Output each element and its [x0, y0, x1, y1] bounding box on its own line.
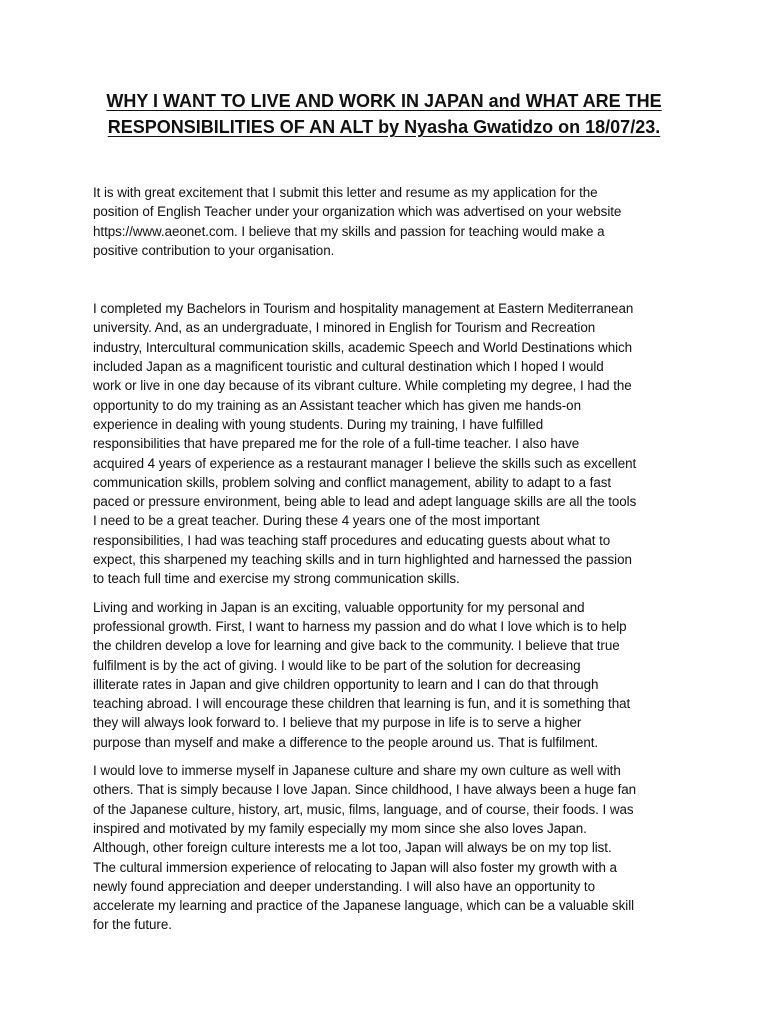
- text-line: It is with great excitement that I submit this letter and resume as my application for the: [93, 185, 598, 200]
- text-line: communication skills, problem solving and conflict management, ability to adapt to a fast: [93, 474, 612, 490]
- text-line: Although, other foreign culture interests me a lot too, Japan will always be on my top list.: [93, 840, 612, 856]
- text-line: work or live in one day because of its vibrant culture. While completing my degree, I had the: [93, 378, 632, 394]
- text-line: Living and working in Japan is an exciting, valuable opportunity for my personal and: [93, 599, 585, 615]
- paragraph-intro: [93, 183, 683, 260]
- text-line: professional growth. First, I want to harness my passion and do what I love which is to help: [93, 618, 627, 634]
- text-line: I would love to immerse myself in Japanese culture and share my own culture as well with: [93, 763, 621, 779]
- text-line: fulfilment is by the act of giving. I would like to be part of the solution for decreasing: [93, 657, 581, 673]
- title-line: WHY I WANT TO LIVE AND WORK IN JAPAN and WHAT ARE THE: [106, 91, 662, 111]
- text-line: acquired 4 years of experience as a restaurant manager I believe the skills such as excellent: [93, 455, 637, 471]
- text-line: position of English Teacher under your organization which was advertised on your website: [93, 204, 622, 220]
- text-line: inspired and motivated by my family especially my mom since she also loves Japan.: [93, 820, 587, 836]
- text-line: university. And, as an undergraduate, I minored in English for Tourism and Recreation: [93, 320, 596, 336]
- text-line: industry, Intercultural communication skills, academic Speech and World Destinations which: [93, 339, 633, 355]
- text-line: they will always look forward to. I believe that my purpose in life is to serve a higher: [93, 715, 582, 731]
- text-line: the children develop a love for learning and give back to the community. I believe that true: [93, 638, 620, 654]
- text-line: expect, this sharpened my teaching skills and in turn highlighted and harnessed the passion: [93, 552, 632, 568]
- paragraph-culture: [93, 761, 683, 935]
- text-line: I completed my Bachelors in Tourism and hospitality management at Eastern Mediterranean: [93, 301, 634, 317]
- text-line: responsibilities that have prepared me for the role of a full-time teacher. I also have: [93, 436, 580, 452]
- text-line: of the Japanese culture, history, art, music, films, language, and of course, their foods. I was: [93, 801, 634, 817]
- text-line: responsibilities, I had was teaching staff procedures and educating guests about what to: [93, 532, 611, 548]
- text-line: positive contribution to your organisation.: [93, 242, 335, 258]
- document-body: [93, 183, 683, 935]
- text-line: opportunity to do my training as an Assistant teacher which has given me hands-on: [93, 397, 581, 413]
- text-line: illiterate rates in Japan and give children opportunity to learn and I can do that through: [93, 676, 599, 692]
- text-line: accelerate my learning and practice of the Japanese language, which can be a valuable skill: [93, 898, 635, 914]
- text-line: https://www.aeonet.com. I believe that my skills and passion for teaching would make a: [93, 223, 605, 239]
- text-line: others. That is simply because I love Japan. Since childhood, I have always been a huge fan: [93, 782, 637, 798]
- title-line: RESPONSIBILITIES OF AN ALT by Nyasha Gwatidzo on 18/07/23.: [107, 117, 661, 137]
- text-line: experience in dealing with young students. During my training, I have fulfilled: [93, 416, 544, 432]
- text-line: The cultural immersion experience of relocating to Japan will also foster my growth with a: [93, 859, 617, 875]
- text-line: newly found appreciation and deeper understanding. I will also have an opportunity to: [93, 878, 595, 894]
- text-line: teaching abroad. I will encourage these children that learning is fun, and it is something that: [93, 696, 631, 712]
- text-line: paced or pressure environment, being able to lead and adept language skills are all the tools: [93, 494, 637, 510]
- text-line: I need to be a great teacher. During these 4 years one of the most important: [93, 513, 540, 529]
- text-line: purpose than myself and make a difference to the people around us. That is fulfilment.: [93, 734, 599, 750]
- paragraph-education: [93, 299, 683, 588]
- text-line: for the future.: [93, 917, 172, 933]
- text-line: included Japan as a magnificent touristic and cultural destination which I hoped I would: [93, 359, 604, 375]
- text-line: to teach full time and exercise my strong communication skills.: [93, 571, 460, 587]
- paragraph-living-in-japan: [93, 598, 683, 752]
- document-title: [60, 88, 708, 140]
